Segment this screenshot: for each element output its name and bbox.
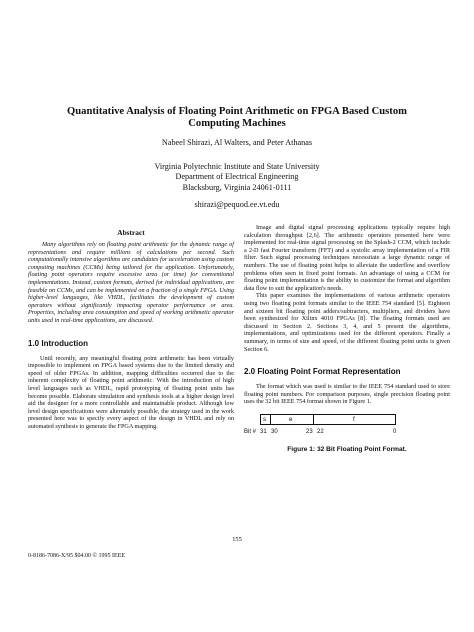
- bit-index: 23: [306, 428, 313, 435]
- affiliation-block: [40, 162, 434, 193]
- field-divider: [313, 415, 314, 424]
- paper-title: [40, 106, 434, 130]
- title-line-2: Computing Machines: [188, 118, 286, 129]
- format-paragraph: The format which was used is similar to the IEEE 754 standard used to store floating point numbers. For comparison purposes, single precision floating point uses the 32 bit IEEE 754 format shown in Figure 1.: [244, 383, 450, 406]
- bit-index: 0: [393, 428, 397, 435]
- fraction-field-label: f: [353, 415, 355, 423]
- abstract-heading: Abstract: [117, 228, 145, 237]
- sign-field-label: s: [263, 415, 267, 423]
- section-heading-introduction: 1.0 Introduction: [28, 338, 88, 348]
- bit-label: Bit #: [244, 428, 257, 435]
- bit-field-box: [260, 414, 396, 425]
- abstract-text: Many algorithms rely on floating point arithmetic for the dynamic range of representations and require millions of calculations per second. Such computationally intensive algorithms are candidates for acceleration using custom computing machines (CCMs) being tailored for the application. Unfortunately, floating point operators require excessive area (or time) for conventional implementations. Instead, custom formats, derived for individual applications, are feasible on CCMs, and can be implemented on a fraction of a single FPGA. Using higher-level languages, like VHDL, facilitates the development of custom operators without significantly impacting operator performance or area. Properties, including area consumption and speed of working arithmetic operator units used in real-time applications, are discussed.: [28, 241, 234, 324]
- affiliation-university: Virginia Polytechnic Institute and State University: [154, 162, 320, 171]
- affiliation-city: Blacksburg, Virginia 24061-0111: [182, 182, 292, 192]
- copyright-notice: 0-8186-7086-X/95 $04.00 © 1995 IEEE: [28, 553, 126, 559]
- left-column: [28, 224, 234, 430]
- right-column: [244, 224, 450, 454]
- author-list: Nabeel Shirazi, Al Walters, and Peter Athanas: [161, 138, 313, 147]
- bit-index: 22: [317, 428, 324, 435]
- title-line-1: Quantitative Analysis of Floating Point Arithmetic on FPGA Based Custom: [67, 106, 407, 117]
- page-number: 155: [232, 536, 242, 543]
- field-divider: [270, 415, 271, 424]
- right-paragraph-1: Image and digital signal processing applications typically require high calculation throughput [2,6]. The arithmetic operators presented here were implemented for real-time signal processing on the Splash-2 CCM, which include a 2-D fast Fourier transform (FFT) and a systolic array implementation of a FIR filter. Such signal processing techniques necessitate a large dynamic range of numbers. The use of floating point helps to alleviate the underflow and overflow problems often seen in fixed point formats. An advantage of using a CCM for floating point implementation is the ability to customize the format and algorithm data flow to suit the application's needs.: [244, 224, 450, 292]
- figure-1-caption: Figure 1: 32 Bit Floating Point Format.: [287, 445, 407, 453]
- affiliation-department: Department of Electrical Engineering: [175, 172, 299, 182]
- bit-index: 30: [271, 428, 278, 435]
- introduction-paragraph: Until recently, any meaningful floating point arithmetic has been virtually impossible to implement on FPGA based systems due to the limited density and speed of older FPGAs. In addition, mapping difficulties occurred due to the inherent complexity of floating point arithmetic. With the introduction of high level languages such as VHDL, rapid prototyping of floating point units has become possible. Elaborate simulation and synthesis tools at a higher design level aid the designer for a more controllable and maintainable product. Although low level design specifications were alternately possible, the strategy used in the work presented here was to specify every aspect of the design in VHDL and rely on automated synthesis to generate the FPGA mapping.: [28, 354, 234, 430]
- exponent-field-label: e: [289, 415, 293, 423]
- author-email: shirazi@pequod.ee.vt.edu: [194, 200, 280, 209]
- section-heading-format: 2.0 Floating Point Format Representation: [244, 367, 401, 377]
- right-paragraph-2: This paper examines the implementations of various arithmetic operators using two floating point formats similar to the IEEE 754 standard [5]. Eighteen and sixteen bit floating point adders/subtracters, multipliers, and dividers have been synthesized for Xilinx 4010 FPGAs [8]. The floating formats used are discussed in Section 2. Sections 3, 4, and 5 present the algorithms, implementations, and optimizations used for the different operators. Finally a summary, in terms of size and speed, of the different floating point units is given Section 6.: [244, 292, 450, 353]
- figure-1-bit-layout: [244, 412, 450, 446]
- bit-index: 31: [260, 428, 267, 435]
